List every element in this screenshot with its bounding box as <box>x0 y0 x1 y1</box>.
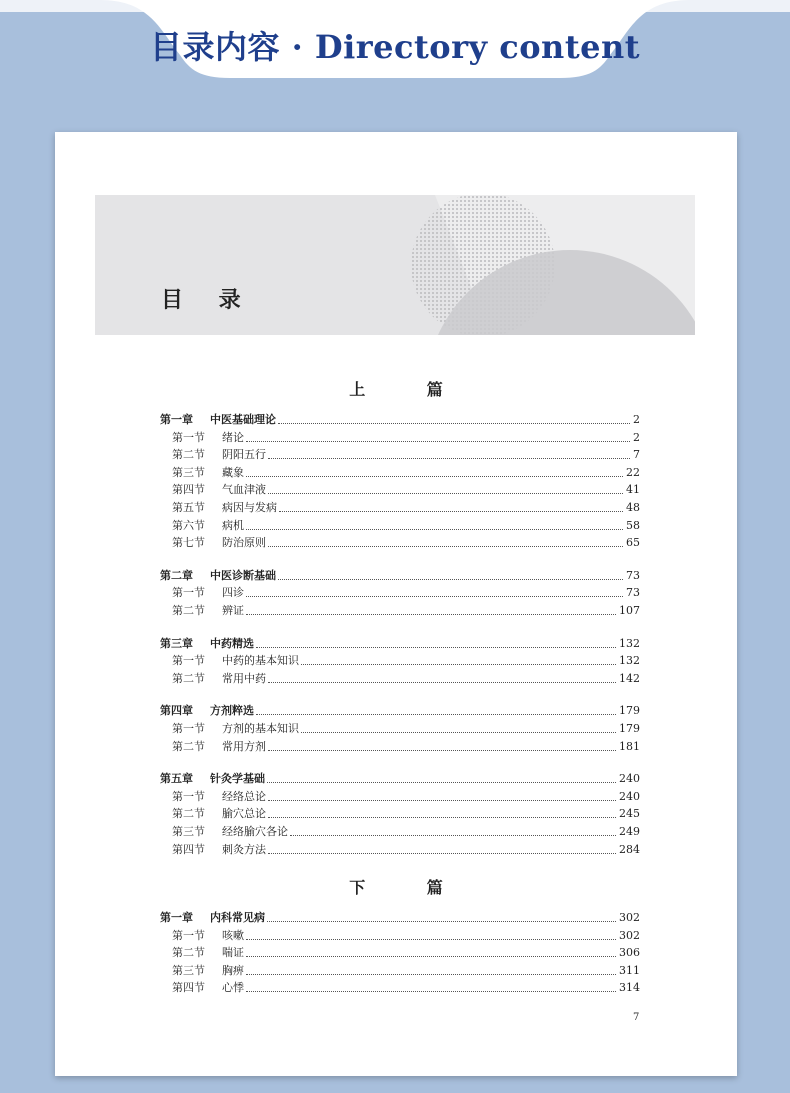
section-number: 第三节 <box>172 963 205 977</box>
section-title: 绪论 <box>222 430 244 444</box>
toc-section-row[interactable] <box>160 427 640 445</box>
chapter-number: 第四章 <box>160 704 193 718</box>
section-title: 刺灸方法 <box>222 842 266 856</box>
toc-section-row[interactable] <box>160 600 640 618</box>
section-number: 第二节 <box>172 671 205 685</box>
toc-chapter-row[interactable] <box>160 768 640 786</box>
page-ref: 181 <box>619 739 640 753</box>
section-number: 第五节 <box>172 501 205 514</box>
section-title: 病因与发病 <box>222 501 277 514</box>
section-title: 方剂的基本知识 <box>222 722 299 735</box>
section-title: 辨证 <box>222 604 244 617</box>
toc-section-row[interactable] <box>160 532 640 550</box>
page-ref: 306 <box>619 946 640 960</box>
toc-section-row[interactable] <box>160 960 640 978</box>
page-ref: 179 <box>619 704 640 718</box>
toc-section-row[interactable] <box>160 650 640 668</box>
leader-dots <box>268 457 630 459</box>
leader-dots <box>301 731 616 733</box>
section-title: 咳嗽 <box>222 928 244 942</box>
section-number: 第四节 <box>172 483 205 497</box>
leader-dots <box>267 781 616 783</box>
leader-dots <box>301 663 616 665</box>
banner <box>95 195 695 335</box>
section-number: 第七节 <box>172 536 205 550</box>
toc-section-row[interactable] <box>160 444 640 462</box>
page-ref: 48 <box>626 501 640 514</box>
leader-dots <box>246 595 623 597</box>
page-ref: 302 <box>619 928 640 942</box>
leader-dots <box>268 749 616 751</box>
toc-chapter-row[interactable] <box>160 565 640 583</box>
toc-section-row[interactable] <box>160 925 640 943</box>
toc-section-row[interactable] <box>160 942 640 960</box>
page-ref: 73 <box>626 568 640 582</box>
page-ref: 2 <box>633 413 640 426</box>
leader-dots <box>246 990 616 992</box>
leader-dots <box>268 681 616 683</box>
part-heading-2: 下 篇 <box>349 878 471 897</box>
chapter-number: 第五章 <box>160 772 193 786</box>
section-title: 四诊 <box>222 586 244 600</box>
page-ref: 311 <box>619 963 640 977</box>
chapter-number: 第二章 <box>160 568 193 582</box>
section-title: 病机 <box>222 518 244 532</box>
page-ref: 142 <box>619 671 640 685</box>
leader-dots <box>246 528 623 530</box>
leader-dots <box>268 816 616 818</box>
section-title: 腧穴总论 <box>222 807 266 821</box>
section-number: 第一节 <box>172 654 205 668</box>
section-title: 经络总论 <box>222 789 266 803</box>
leader-dots <box>246 440 630 442</box>
page-ref: 245 <box>619 807 640 821</box>
page-ref: 240 <box>619 789 640 803</box>
leader-dots <box>278 578 623 580</box>
section-number: 第二节 <box>172 807 205 821</box>
header-title: 目录内容 · Directory content <box>149 28 641 66</box>
chapter-title: 针灸学基础 <box>210 772 265 786</box>
toc-section-row[interactable] <box>160 668 640 686</box>
page-ref: 302 <box>619 911 640 924</box>
toc-page <box>55 132 737 1076</box>
toc-section-row[interactable] <box>160 803 640 821</box>
chapter-title: 中医诊断基础 <box>210 568 276 582</box>
toc-chapter-row[interactable] <box>160 907 640 925</box>
section-number: 第一节 <box>172 430 205 444</box>
section-number: 第三节 <box>172 825 205 838</box>
leader-dots <box>268 799 616 801</box>
section-title: 阴阳五行 <box>222 448 266 462</box>
section-title: 中药的基本知识 <box>222 654 299 668</box>
leader-dots <box>246 938 616 940</box>
page-ref: 7 <box>633 448 640 462</box>
toc-section-row[interactable] <box>160 839 640 857</box>
leader-dots <box>267 920 616 922</box>
section-number: 第六节 <box>172 518 205 532</box>
toc-chapter-row[interactable] <box>160 409 640 427</box>
page-ref: 249 <box>619 825 640 838</box>
page-number: 7 <box>633 1012 640 1023</box>
section-number: 第四节 <box>172 842 205 856</box>
toc-section-row[interactable] <box>160 582 640 600</box>
section-number: 第一节 <box>172 789 205 803</box>
section-number: 第二节 <box>172 739 205 753</box>
section-number: 第二节 <box>172 448 205 462</box>
page-ref: 107 <box>619 604 640 617</box>
toc-section-row[interactable] <box>160 786 640 804</box>
section-title: 常用中药 <box>222 671 266 685</box>
toc-section-row[interactable] <box>160 977 640 995</box>
chapter-title: 中药精选 <box>210 636 254 650</box>
page-ref: 73 <box>626 586 640 600</box>
banner-graphic <box>95 195 695 335</box>
chapter-title: 中医基础理论 <box>210 413 276 426</box>
toc-section-row[interactable] <box>160 515 640 533</box>
section-number: 第二节 <box>172 604 205 617</box>
toc-section-row[interactable] <box>160 718 640 736</box>
page-ref: 179 <box>619 722 640 735</box>
toc-section-row[interactable] <box>160 497 640 515</box>
section-title: 心悸 <box>222 981 244 995</box>
chapter-number: 第一章 <box>160 413 193 426</box>
page-ref: 132 <box>619 654 640 668</box>
section-number: 第一节 <box>172 586 205 600</box>
page-ref: 240 <box>619 772 640 786</box>
page-ref: 314 <box>619 981 640 995</box>
chapter-title: 内科常见病 <box>210 911 265 924</box>
page-ref: 22 <box>626 465 640 479</box>
section-title: 气血津液 <box>222 483 266 497</box>
page-ref: 58 <box>626 518 640 532</box>
section-title: 防治原则 <box>222 536 266 550</box>
leader-dots <box>268 492 623 494</box>
leader-dots <box>290 834 616 836</box>
section-number: 第一节 <box>172 928 205 942</box>
toc-chapter-row[interactable] <box>160 700 640 718</box>
page-ref: 65 <box>626 536 640 550</box>
leader-dots <box>268 545 623 547</box>
part-heading-1: 上 篇 <box>349 380 471 399</box>
section-title: 胸痹 <box>222 963 244 977</box>
leader-dots <box>246 613 616 615</box>
chapter-number: 第一章 <box>160 911 193 924</box>
chapter-number: 第三章 <box>160 636 193 650</box>
leader-dots <box>268 852 616 854</box>
section-number: 第一节 <box>172 722 205 735</box>
toc-section-row[interactable] <box>160 462 640 480</box>
page-ref: 284 <box>619 842 640 856</box>
page-ref: 41 <box>626 483 640 497</box>
toc-chapter-row[interactable] <box>160 633 640 651</box>
section-number: 第二节 <box>172 946 205 960</box>
section-title: 常用方剂 <box>222 739 266 753</box>
leader-dots <box>279 510 623 512</box>
leader-dots <box>246 955 616 957</box>
section-title: 经络腧穴各论 <box>222 825 288 838</box>
leader-dots <box>246 973 616 975</box>
leader-dots <box>278 422 630 424</box>
section-number: 第三节 <box>172 465 205 479</box>
section-title: 藏象 <box>222 465 244 479</box>
toc-section-row[interactable] <box>160 479 640 497</box>
section-title: 喘证 <box>222 946 244 960</box>
toc-section-row[interactable] <box>160 821 640 839</box>
leader-dots <box>256 646 616 648</box>
banner-title: 目 录 <box>161 288 255 313</box>
section-number: 第四节 <box>172 981 205 995</box>
toc-section-row[interactable] <box>160 736 640 754</box>
chapter-title: 方剂粹选 <box>210 704 254 718</box>
leader-dots <box>246 475 623 477</box>
page-ref: 2 <box>633 430 640 444</box>
leader-dots <box>256 713 616 715</box>
page-ref: 132 <box>619 636 640 650</box>
